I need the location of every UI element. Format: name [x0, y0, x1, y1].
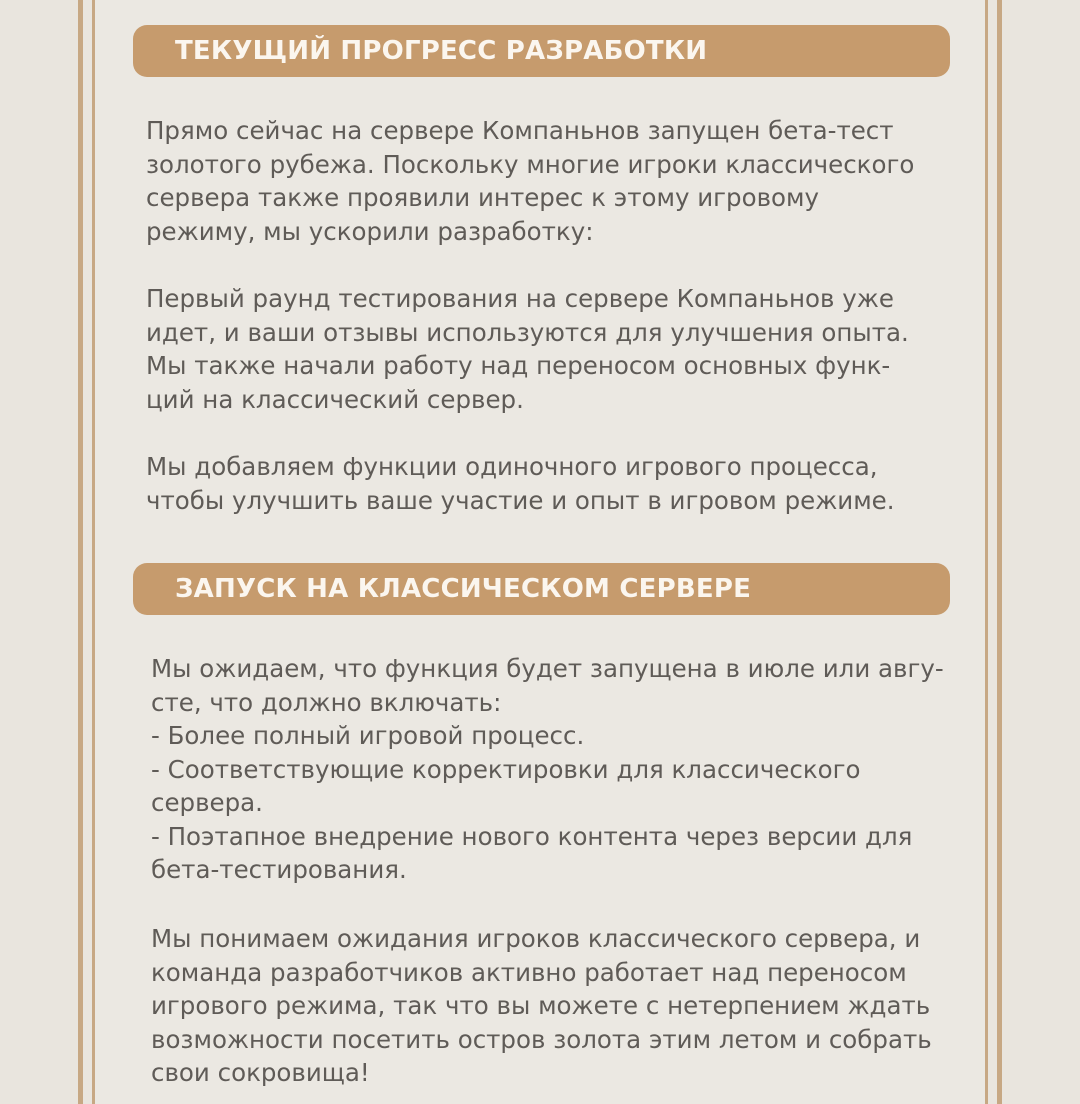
- section-title: ТЕКУЩИЙ ПРОГРЕСС РАЗРАБОТКИ: [175, 36, 708, 66]
- border-line-outer-left: [78, 0, 83, 1104]
- paragraph-beta-test: Прямо сейчас на сервере Компаньнов запущен бета-тест золотого рубежа. Поскольку многие игроки классического сервера также проявили интерес к этому игровому режиму, мы ускорили разработку:: [146, 116, 915, 246]
- paragraph-closing-message: Мы понимаем ожидания игроков классического сервера, и команда разработчиков активно работает над переносом игрового режима, так что вы можете с нетерпением ждать возможности посетить остров золота этим летом и собрать свои сокровища!: [151, 924, 932, 1087]
- border-line-inner-right: [985, 0, 988, 1104]
- border-line-outer-right: [997, 0, 1002, 1104]
- section-title: ЗАПУСК НА КЛАССИЧЕСКОМ СЕРВЕРЕ: [175, 574, 752, 604]
- paragraph-single-player-features: Мы добавляем функции одиночного игрового процесса, чтобы улучшить ваше участие и опыт в игровом режиме.: [146, 452, 895, 515]
- section-header-development-progress: [133, 25, 950, 77]
- paragraph-launch-expectations: Мы ожидаем, что функция будет запущена в июле или авгу- сте, что должно включать: - Более полный игровой процесс. - Соответствующие корректировки для классического сервера. - Поэтапное внедрение нового контента через версии для бета-тестирования.: [151, 654, 944, 884]
- paragraph-first-round-testing: Первый раунд тестирования на сервере Компаньнов уже идет, и ваши отзывы используются для улучшения опыта. Мы также начали работу над переносом основных функ- ций на классический сервер.: [146, 284, 909, 414]
- section-header-classic-server-launch: [133, 563, 950, 615]
